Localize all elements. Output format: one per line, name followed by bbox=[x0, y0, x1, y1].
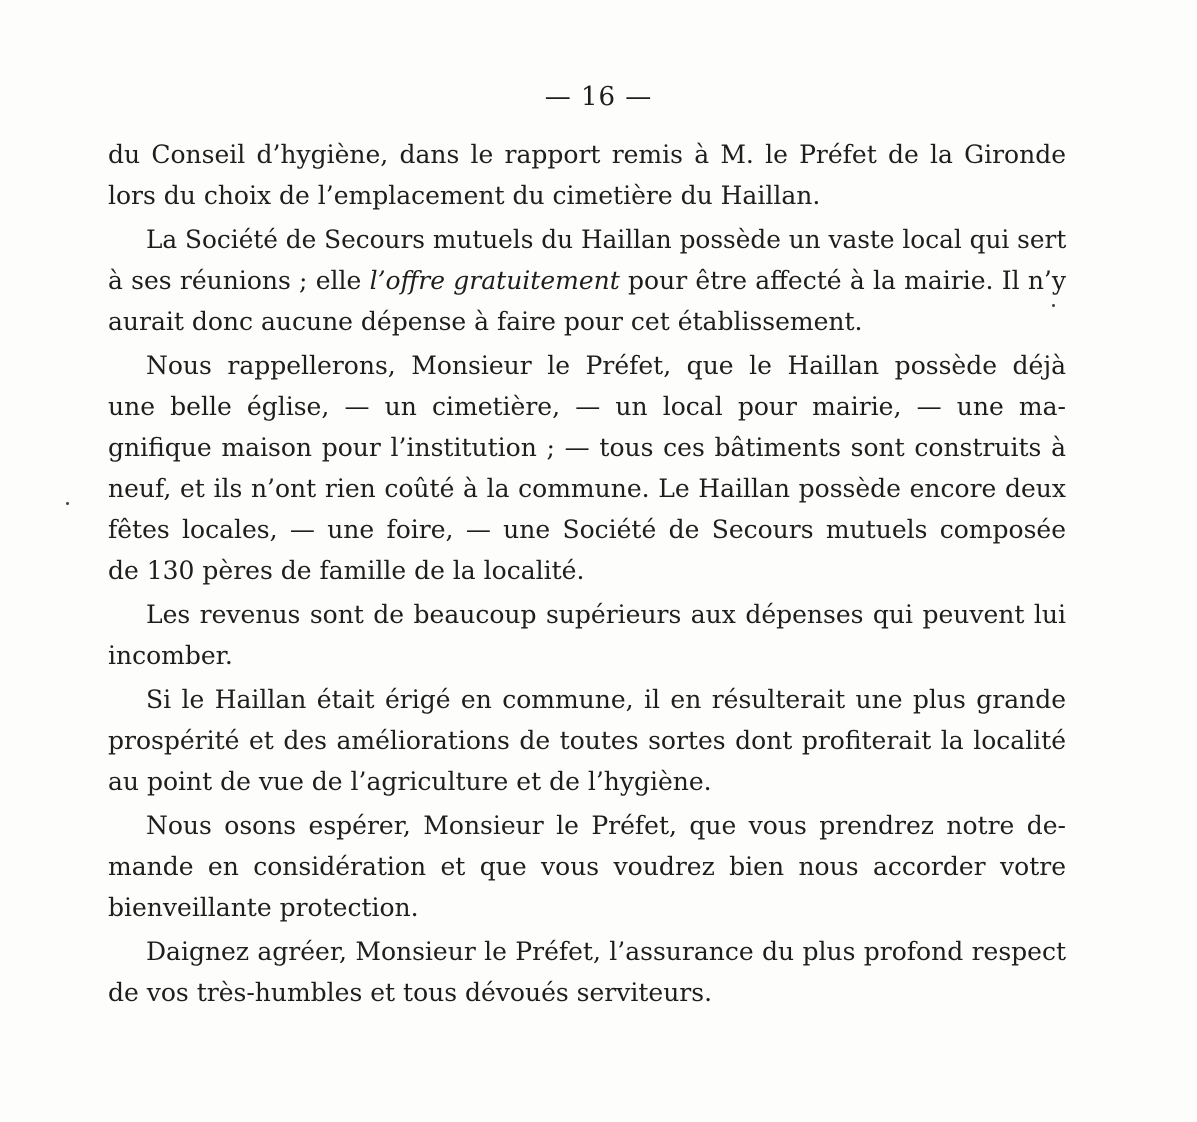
paragraph-7 bbox=[108, 931, 1066, 1013]
text-line: bienveillante protection. bbox=[108, 893, 419, 922]
text-segment: à ses réunions ; elle bbox=[108, 266, 370, 295]
text-line: de vos très-humbles et tous dévoués serviteurs. bbox=[108, 978, 713, 1007]
paragraph-6 bbox=[108, 805, 1066, 928]
text-line: Les revenus sont de beaucoup supérieurs aux dépenses qui peuvent lui bbox=[146, 600, 1066, 629]
text-line: de 130 pères de famille de la localité. bbox=[108, 556, 585, 585]
text-line: Nous rappellerons, Monsieur le Préfet, que le Haillan possède déjà bbox=[146, 351, 1066, 380]
text-line: Si le Haillan était érigé en commune, il en résulterait une plus grande bbox=[146, 685, 1066, 714]
emphasis-text: l’offre gratuitement bbox=[369, 266, 620, 295]
paragraph-2 bbox=[108, 219, 1066, 342]
text-line: fêtes locales, — une foire, — une Société de Secours mutuels composée bbox=[108, 515, 1066, 544]
text-line: une belle église, — un cimetière, — un local pour mairie, — une ma- bbox=[108, 392, 1066, 421]
paragraph-5 bbox=[108, 679, 1066, 802]
text-line: Nous osons espérer, Monsieur le Préfet, que vous prendrez notre de- bbox=[146, 811, 1066, 840]
print-speck bbox=[66, 502, 69, 505]
text-line: du Conseil d’hygiène, dans le rapport remis à M. le Préfet de la Gironde bbox=[108, 140, 1066, 169]
text-segment: pour être affecté à la mairie. Il n’y bbox=[619, 266, 1067, 295]
text-line: prospérité et des améliorations de toutes sortes dont profiterait la localité bbox=[108, 726, 1066, 755]
paragraph-3 bbox=[108, 345, 1066, 591]
text-line: La Société de Secours mutuels du Haillan possède un vaste local qui sert bbox=[146, 225, 1067, 254]
page-number: — 16 — bbox=[544, 82, 653, 112]
text-line: neuf, et ils n’ont rien coûté à la commune. Le Haillan possède encore deux bbox=[108, 474, 1066, 503]
text-line: aurait donc aucune dépense à faire pour cet établissement. bbox=[108, 307, 863, 336]
text-line: au point de vue de l’agriculture et de l’hygiène. bbox=[108, 767, 712, 796]
text-line: mande en considération et que vous voudrez bien nous accorder votre bbox=[108, 852, 1066, 881]
text-line: gnifique maison pour l’institution ; — tous ces bâtiments sont construits à bbox=[108, 433, 1066, 462]
body-text bbox=[108, 134, 1066, 1013]
text-line: Daignez agréer, Monsieur le Préfet, l’assurance du plus profond respect bbox=[146, 937, 1066, 966]
paragraph-1 bbox=[108, 134, 1066, 216]
paragraph-4 bbox=[108, 594, 1066, 676]
text-line: incomber. bbox=[108, 641, 233, 670]
print-speck bbox=[1052, 304, 1055, 307]
text-line: lors du choix de l’emplacement du cimetière du Haillan. bbox=[108, 181, 821, 210]
text-line-with-emphasis bbox=[108, 260, 1066, 301]
